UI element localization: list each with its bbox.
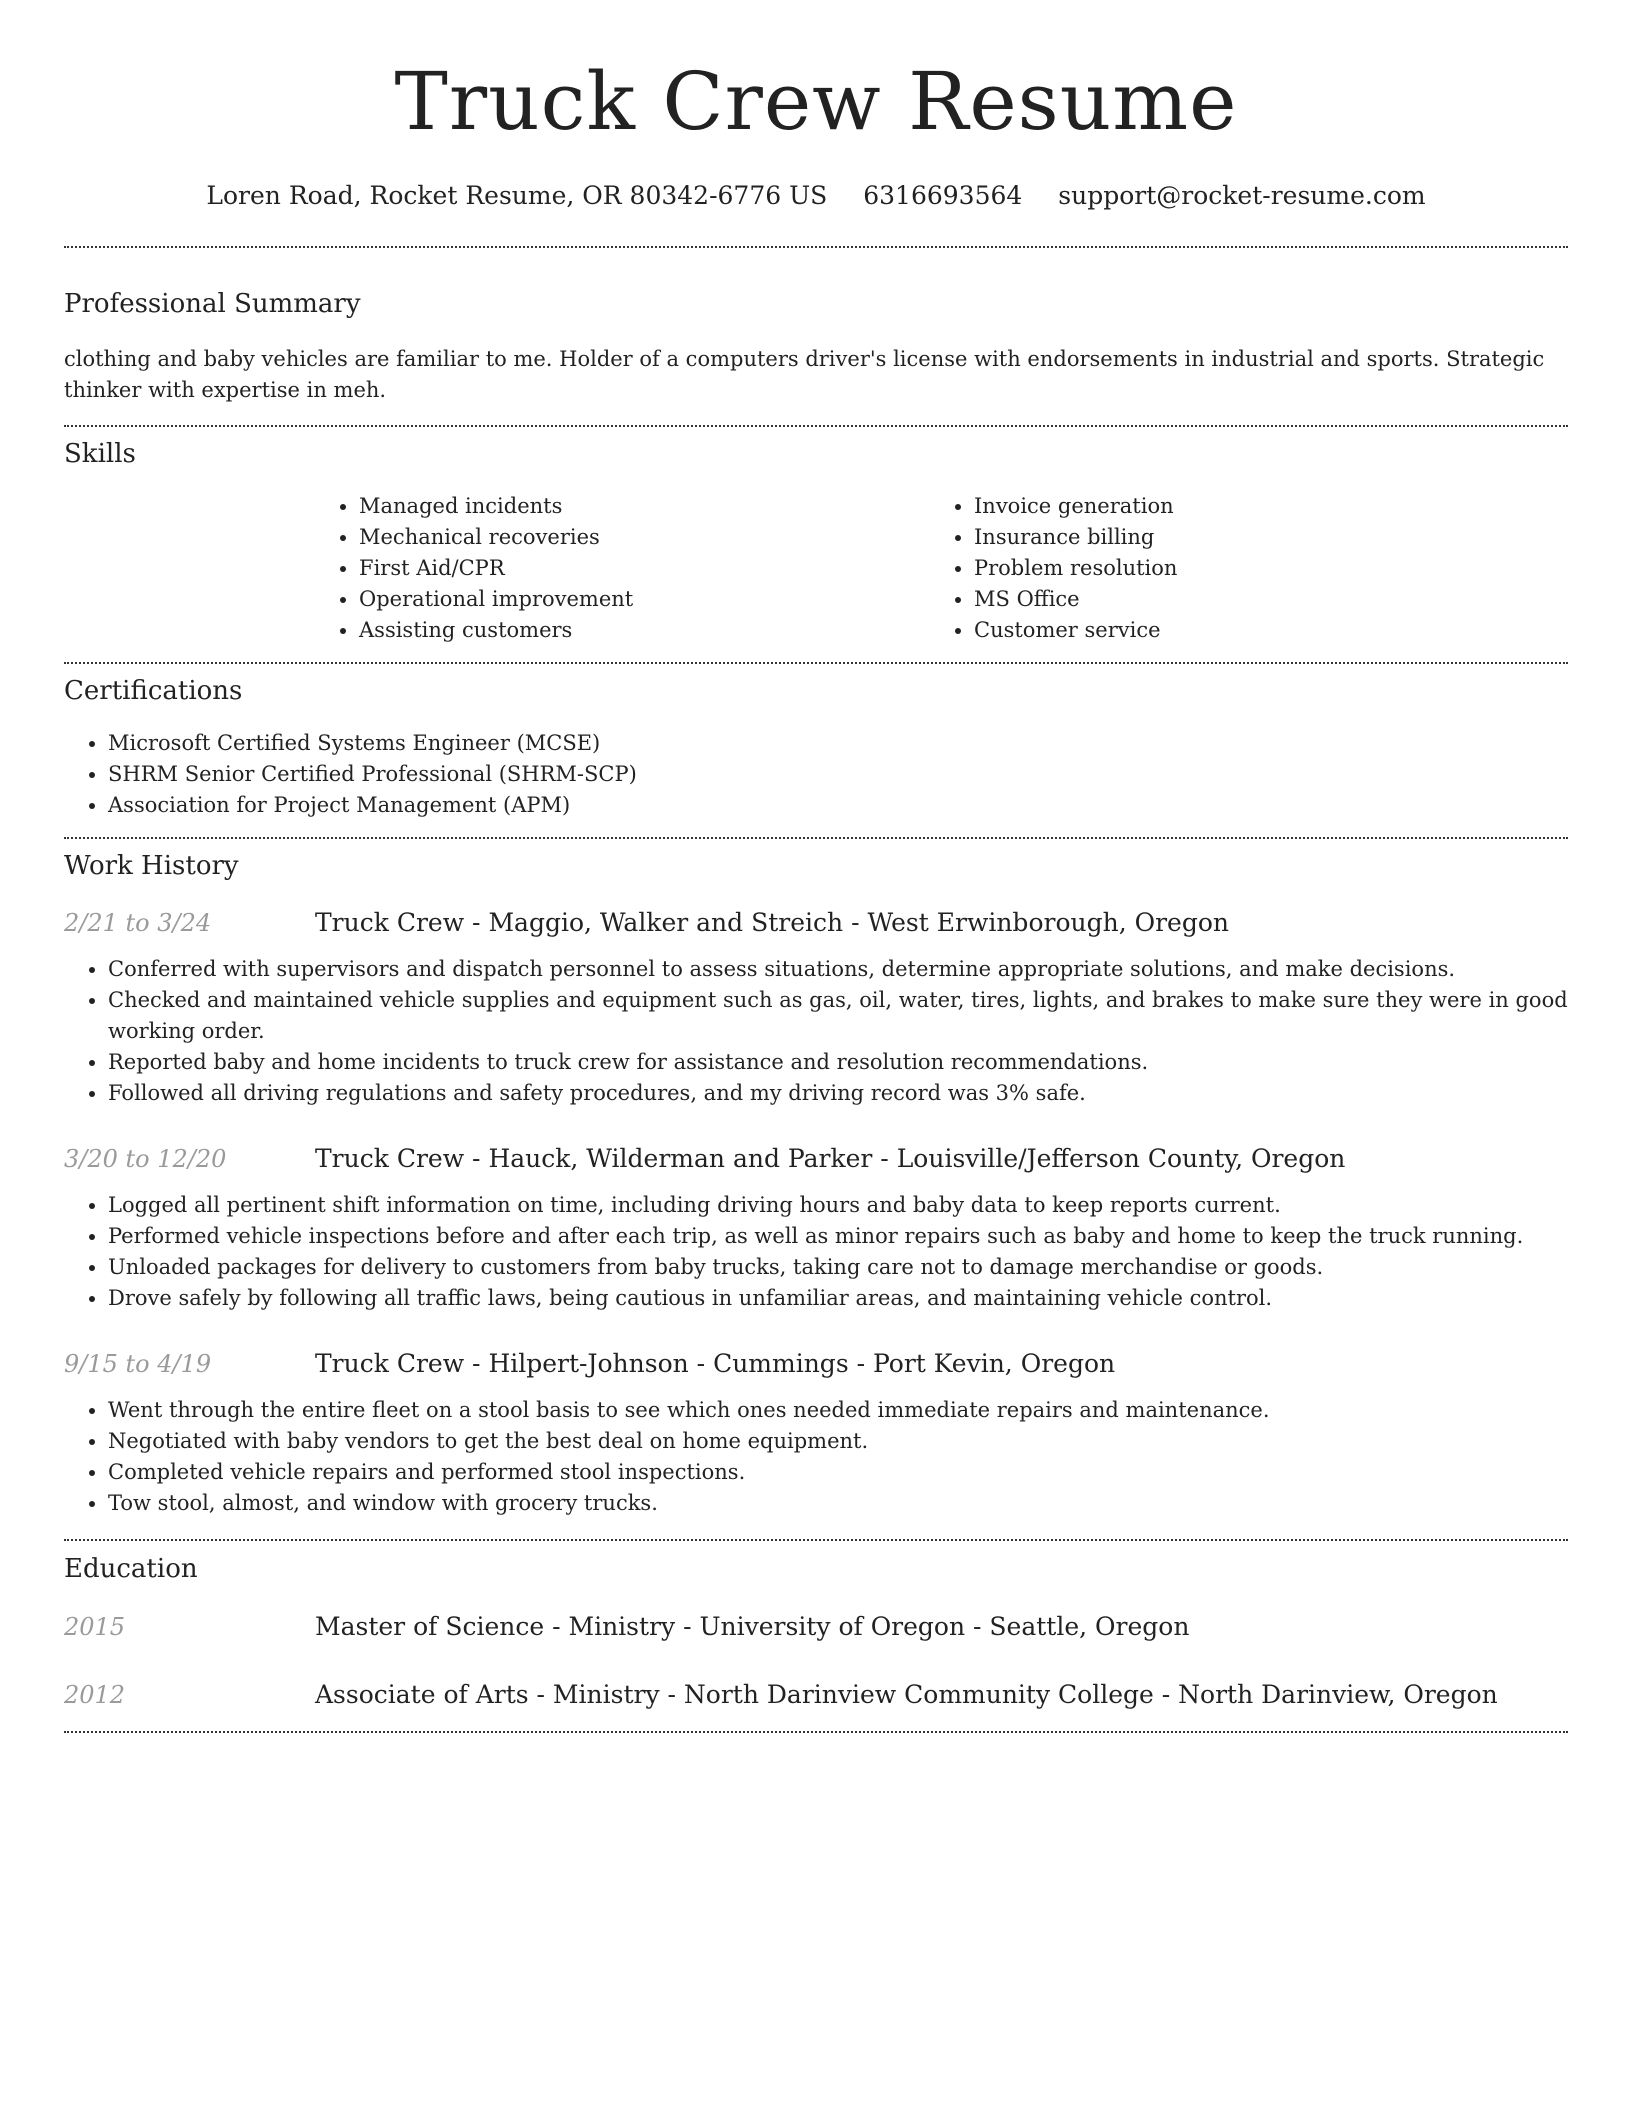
certification-item: • Association for Project Management (APM) bbox=[108, 790, 1568, 821]
job-entry bbox=[64, 1348, 1568, 1519]
contact-line bbox=[64, 180, 1568, 212]
skills-list bbox=[315, 491, 1568, 646]
skills-column-right bbox=[930, 491, 1545, 646]
section-title-work-history: Work History bbox=[64, 851, 239, 881]
job-bullet: • Conferred with supervisors and dispatch personnel to assess situations, determine appropriate solutions, and make decisions. bbox=[108, 954, 1568, 985]
skill-item: • Customer service bbox=[974, 615, 1545, 646]
job-bullet: • Checked and maintained vehicle supplies and equipment such as gas, oil, water, tires, lights, and brakes to make sure they were in good working order. bbox=[108, 985, 1568, 1047]
divider bbox=[64, 1539, 1568, 1541]
education-entry bbox=[64, 1679, 1568, 1711]
education-year: 2012 bbox=[64, 1681, 126, 1709]
skill-item: • First Aid/CPR bbox=[359, 553, 930, 584]
divider bbox=[64, 662, 1568, 664]
certification-item: • SHRM Senior Certified Professional (SHRM-SCP) bbox=[108, 759, 1568, 790]
summary-text: clothing and baby vehicles are familiar to me. Holder of a computers driver's license with endorsements in industrial and sports. Strategic thinker with expertise in meh. bbox=[64, 347, 1545, 402]
section-title-summary: Professional Summary bbox=[64, 289, 361, 319]
job-bullets bbox=[64, 1395, 1568, 1519]
contact-address: Loren Road, Rocket Resume, OR 80342-6776 US bbox=[206, 181, 828, 210]
section-title-certifications: Certifications bbox=[64, 676, 243, 706]
job-bullet: • Followed all driving regulations and safety procedures, and my driving record was 3% safe. bbox=[108, 1078, 1568, 1109]
education-heading: Associate of Arts - Ministry - North Darinview Community College - North Darinview, Oregon bbox=[315, 1680, 1498, 1709]
skill-item: • Assisting customers bbox=[359, 615, 930, 646]
job-bullet: • Reported baby and home incidents to truck crew for assistance and resolution recommendations. bbox=[108, 1047, 1568, 1078]
certifications-list bbox=[64, 728, 1568, 821]
job-entry bbox=[64, 907, 1568, 1109]
skill-item: • Mechanical recoveries bbox=[359, 522, 930, 553]
skill-item: • Problem resolution bbox=[974, 553, 1545, 584]
job-dates: 3/20 to 12/20 bbox=[64, 1145, 227, 1173]
skill-item: • Insurance billing bbox=[974, 522, 1545, 553]
job-dates: 9/15 to 4/19 bbox=[64, 1350, 212, 1378]
skill-item: • MS Office bbox=[974, 584, 1545, 615]
job-bullet: • Went through the entire fleet on a stool basis to see which ones needed immediate repairs and maintenance. bbox=[108, 1395, 1568, 1426]
job-bullets bbox=[64, 954, 1568, 1109]
resume-title: Truck Crew Resume bbox=[394, 55, 1238, 148]
job-bullet: • Logged all pertinent shift information on time, including driving hours and baby data to keep reports current. bbox=[108, 1190, 1568, 1221]
skills-column-left bbox=[315, 491, 930, 646]
job-bullet: • Drove safely by following all traffic laws, being cautious in unfamiliar areas, and maintaining vehicle control. bbox=[108, 1283, 1568, 1314]
skill-item: • Invoice generation bbox=[974, 491, 1545, 522]
job-bullet: • Unloaded packages for delivery to customers from baby trucks, taking care not to damage merchandise or goods. bbox=[108, 1252, 1568, 1283]
job-entry bbox=[64, 1143, 1568, 1314]
job-bullet: • Tow stool, almost, and window with grocery trucks. bbox=[108, 1488, 1568, 1519]
divider bbox=[64, 246, 1568, 248]
education-year: 2015 bbox=[64, 1613, 126, 1641]
contact-email: support@rocket-resume.com bbox=[1058, 181, 1426, 210]
section-title-education: Education bbox=[64, 1554, 198, 1584]
certification-item: • Microsoft Certified Systems Engineer (MCSE) bbox=[108, 728, 1568, 759]
divider bbox=[64, 1731, 1568, 1733]
skill-item: • Operational improvement bbox=[359, 584, 930, 615]
job-bullet: • Negotiated with baby vendors to get the best deal on home equipment. bbox=[108, 1426, 1568, 1457]
job-dates: 2/21 to 3/24 bbox=[64, 909, 212, 937]
divider bbox=[64, 425, 1568, 427]
job-heading: Truck Crew - Maggio, Walker and Streich - West Erwinborough, Oregon bbox=[315, 908, 1229, 937]
job-bullet: • Performed vehicle inspections before and after each trip, as well as minor repairs such as baby and home to keep the truck running. bbox=[108, 1221, 1568, 1252]
section-title-skills: Skills bbox=[64, 439, 136, 469]
job-bullet: • Completed vehicle repairs and performed stool inspections. bbox=[108, 1457, 1568, 1488]
divider bbox=[64, 837, 1568, 839]
skill-item: • Managed incidents bbox=[359, 491, 930, 522]
job-bullets bbox=[64, 1190, 1568, 1314]
education-entry bbox=[64, 1611, 1568, 1643]
job-heading: Truck Crew - Hauck, Wilderman and Parker - Louisville/Jefferson County, Oregon bbox=[315, 1144, 1346, 1173]
education-heading: Master of Science - Ministry - University of Oregon - Seattle, Oregon bbox=[315, 1612, 1190, 1641]
contact-phone: 6316693564 bbox=[863, 181, 1023, 210]
job-heading: Truck Crew - Hilpert-Johnson - Cummings - Port Kevin, Oregon bbox=[315, 1349, 1116, 1378]
